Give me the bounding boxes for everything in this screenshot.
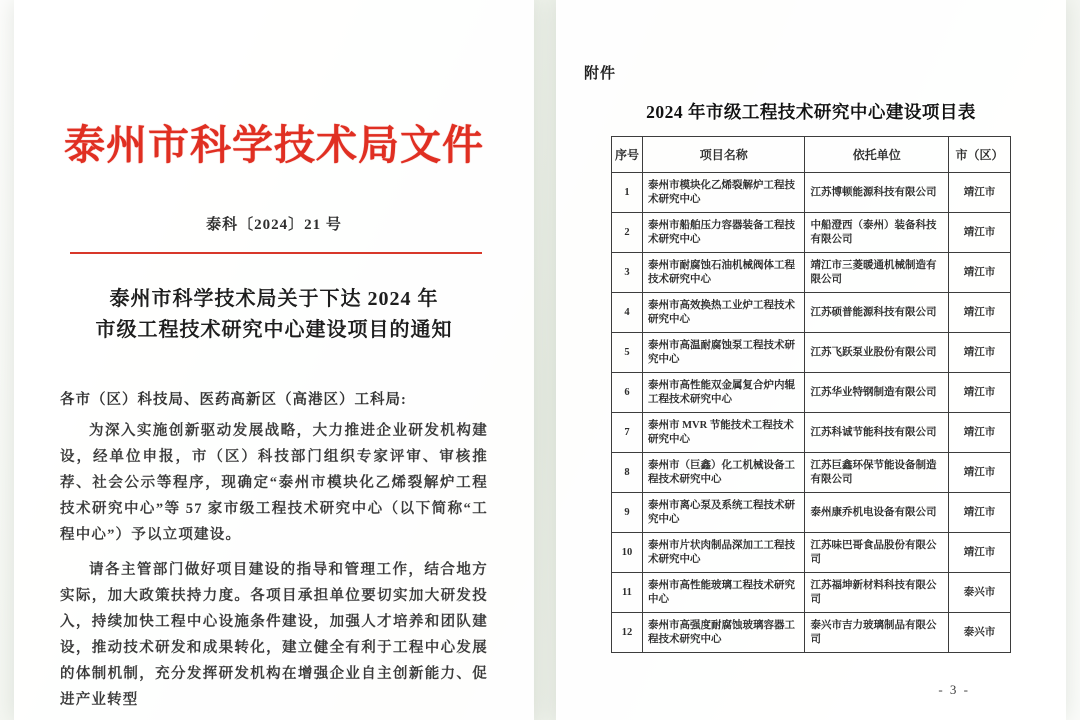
row-city: 靖江市 — [949, 493, 1011, 533]
row-unit: 江苏福坤新材料科技有限公司 — [805, 573, 949, 613]
table-row — [612, 373, 1011, 413]
body-paragraph-2: 请各主管部门做好项目建设的指导和管理工作，结合地方实际，加大政策扶持力度。各项目承担单位要切实加大研发投入，持续加快工程中心设施条件建设，加强人才培养和团队建设，推动技术研发和成果转化，建立健全有利于工程中心发展的体制机制，充分发挥研发机构在增强企业自主创新能力、促进产业转型 — [60, 562, 488, 708]
header-city: 市（区） — [949, 137, 1011, 173]
row-unit: 江苏科诚节能科技有限公司 — [805, 413, 949, 453]
document-title-line2: 市级工程技术研究中心建设项目的通知 — [95, 319, 453, 341]
table-title: 2024 年市级工程技术研究中心建设项目表 — [646, 102, 976, 122]
attachment-label: 附件 — [584, 66, 617, 82]
table-row — [612, 333, 1011, 373]
row-city: 靖江市 — [949, 173, 1011, 213]
row-unit: 江苏硕普能源科技有限公司 — [805, 293, 949, 333]
row-city: 靖江市 — [949, 213, 1011, 253]
header-unit: 依托单位 — [805, 137, 949, 173]
table-row — [612, 413, 1011, 453]
header-no: 序号 — [612, 137, 643, 173]
row-city: 靖江市 — [949, 453, 1011, 493]
row-no: 10 — [612, 533, 643, 573]
row-name: 泰州市高效换热工业炉工程技术研究中心 — [642, 293, 805, 333]
row-unit: 江苏巨鑫环保节能设备制造有限公司 — [805, 453, 949, 493]
row-name: 泰州市高温耐腐蚀泵工程技术研究中心 — [642, 333, 805, 373]
row-unit: 靖江市三菱暖通机械制造有限公司 — [805, 253, 949, 293]
agency-header: 泰州市科学技术局文件 — [64, 122, 484, 168]
row-city: 靖江市 — [949, 333, 1011, 373]
row-no: 4 — [612, 293, 643, 333]
row-name: 泰州市船舶压力容器装备工程技术研究中心 — [642, 213, 805, 253]
row-name: 泰州市耐腐蚀石油机械阀体工程技术研究中心 — [642, 253, 805, 293]
project-table — [611, 136, 1011, 653]
row-city: 靖江市 — [949, 293, 1011, 333]
row-unit: 江苏博顿能源科技有限公司 — [805, 173, 949, 213]
row-name: 泰州市 MVR 节能技术工程技术研究中心 — [642, 413, 805, 453]
table-row — [612, 253, 1011, 293]
salutation-line: 各市（区）科技局、医药高新区（高港区）工科局: — [60, 392, 407, 408]
row-no: 6 — [612, 373, 643, 413]
row-name: 泰州市高性能玻璃工程技术研究中心 — [642, 573, 805, 613]
row-no: 5 — [612, 333, 643, 373]
table-row — [612, 573, 1011, 613]
table-row — [612, 173, 1011, 213]
row-no: 3 — [612, 253, 643, 293]
row-unit: 泰州康乔机电设备有限公司 — [805, 493, 949, 533]
notice-page — [14, 0, 534, 720]
document-title — [60, 284, 488, 346]
row-unit: 江苏华业特钢制造有限公司 — [805, 373, 949, 413]
row-unit: 江苏味巴哥食品股份有限公司 — [805, 533, 949, 573]
attachment-page — [556, 0, 1066, 720]
row-no: 8 — [612, 453, 643, 493]
table-row — [612, 613, 1011, 653]
row-no: 12 — [612, 613, 643, 653]
row-name: 泰州市片状肉制品深加工工程技术研究中心 — [642, 533, 805, 573]
row-unit: 泰兴市吉力玻璃制品有限公司 — [805, 613, 949, 653]
red-divider-line — [70, 252, 482, 254]
row-name: 泰州市模块化乙烯裂解炉工程技术研究中心 — [642, 173, 805, 213]
table-row — [612, 213, 1011, 253]
row-name: 泰州市高强度耐腐蚀玻璃容器工程技术研究中心 — [642, 613, 805, 653]
row-city: 靖江市 — [949, 413, 1011, 453]
row-city: 泰兴市 — [949, 613, 1011, 653]
row-name: 泰州市高性能双金属复合炉内辊工程技术研究中心 — [642, 373, 805, 413]
row-city: 靖江市 — [949, 373, 1011, 413]
table-row — [612, 293, 1011, 333]
table-row — [612, 493, 1011, 533]
page-number: - 3 - — [938, 682, 970, 697]
row-name: 泰州市离心泵及系统工程技术研究中心 — [642, 493, 805, 533]
row-no: 7 — [612, 413, 643, 453]
row-city: 靖江市 — [949, 533, 1011, 573]
row-unit: 江苏飞跃泵业股份有限公司 — [805, 333, 949, 373]
table-row — [612, 533, 1011, 573]
row-name: 泰州市（巨鑫）化工机械设备工程技术研究中心 — [642, 453, 805, 493]
row-no: 1 — [612, 173, 643, 213]
body-paragraph-1: 为深入实施创新驱动发展战略，大力推进企业研发机构建设，经单位申报，市（区）科技部门组织专家评审、审核推荐、社会公示等程序，现确定“泰州市模块化乙烯裂解炉工程技术研究中心”等 57 家市级工程技术研究中心（以下简称“工程中心”）予以立项建设。 — [60, 423, 488, 543]
document-number: 泰科〔2024〕21 号 — [206, 217, 342, 233]
row-no: 2 — [612, 213, 643, 253]
row-unit: 中船澄西（泰州）装备科技有限公司 — [805, 213, 949, 253]
header-name: 项目名称 — [642, 137, 805, 173]
row-no: 11 — [612, 573, 643, 613]
table-row — [612, 453, 1011, 493]
table-header-row — [612, 137, 1011, 173]
row-no: 9 — [612, 493, 643, 533]
document-title-line1: 泰州市科学技术局关于下达 2024 年 — [109, 288, 439, 310]
row-city: 靖江市 — [949, 253, 1011, 293]
row-city: 泰兴市 — [949, 573, 1011, 613]
